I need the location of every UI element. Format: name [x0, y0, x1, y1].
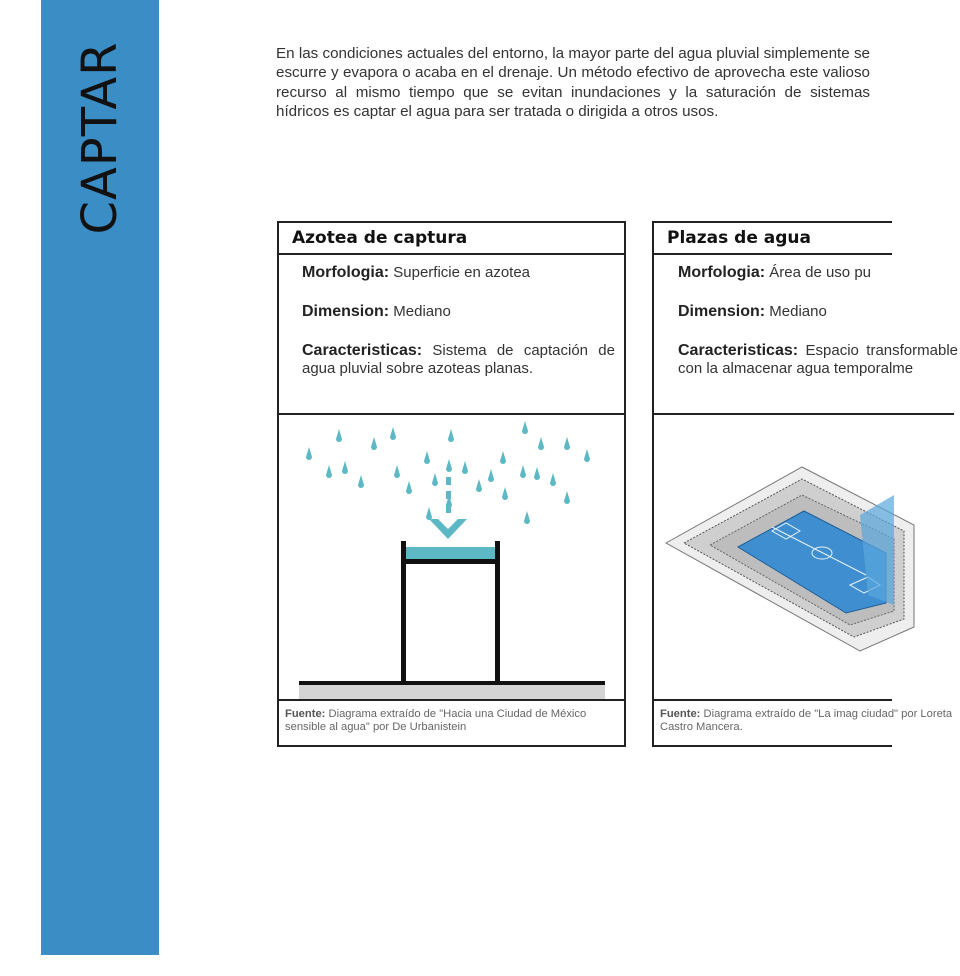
raindrop	[522, 421, 528, 434]
dimension-row	[678, 303, 945, 321]
raindrop	[394, 465, 400, 478]
raindrop	[306, 447, 312, 460]
rooftop-capture-diagram	[279, 415, 624, 701]
morfologia-label: Morfologia:	[302, 264, 390, 281]
raindrop	[446, 459, 452, 472]
raindrop	[432, 473, 438, 486]
raindrop	[326, 465, 332, 478]
raindrop	[584, 449, 590, 462]
stream-dash	[446, 477, 451, 485]
card-info	[279, 255, 624, 415]
left-wall	[401, 541, 406, 683]
raindrop	[524, 511, 530, 524]
source-text: Diagrama extraído de "La imag ciudad" por Loreta Castro Mancera.	[660, 708, 953, 733]
raindrop	[534, 467, 540, 480]
water-plaza-svg	[654, 415, 894, 699]
right-wall	[495, 541, 500, 683]
raindrop	[424, 451, 430, 464]
raindrop	[426, 507, 432, 520]
dimension-label: Dimension:	[302, 303, 390, 320]
raindrop	[406, 481, 412, 494]
down-arrow-icon	[429, 519, 467, 539]
morfologia-row	[678, 264, 945, 282]
card-plazas-de-agua	[652, 221, 958, 747]
section-title: CAPTAR	[72, 41, 128, 235]
water-plaza-diagram	[654, 415, 892, 701]
ground-line	[299, 681, 605, 685]
dimension-value: Mediano	[393, 303, 451, 320]
raindrop	[500, 451, 506, 464]
card-source	[654, 701, 960, 734]
raindrop	[462, 461, 468, 474]
source-label: Fuente:	[660, 708, 701, 720]
morfologia-value: Superficie en azotea	[393, 264, 531, 281]
caracteristicas-label: Caracteristicas:	[678, 342, 799, 359]
caracteristicas-value: Sistema de captación de agua pluvial sobre azoteas planas.	[302, 342, 615, 377]
roof-slab	[403, 559, 498, 564]
raindrop	[538, 437, 544, 450]
raindrop	[502, 487, 508, 500]
raindrop	[488, 469, 494, 482]
ground-band	[299, 685, 605, 699]
card-title: Plazas de agua	[654, 223, 892, 255]
morfologia-row	[302, 264, 615, 282]
card-azotea-de-captura	[277, 221, 626, 747]
card-source	[279, 701, 624, 734]
caracteristicas-row	[302, 342, 615, 378]
raindrop	[342, 461, 348, 474]
morfologia-value: Área de uso pu	[769, 264, 872, 281]
raindrop	[550, 473, 556, 486]
source-text: Diagrama extraído de "Hacia una Ciudad de México sensible al agua" por De Urbanistein	[285, 708, 587, 733]
dimension-row	[302, 303, 615, 321]
card-title: Azotea de captura	[279, 223, 624, 255]
caracteristicas-label: Caracteristicas:	[302, 342, 423, 359]
raindrop	[564, 437, 570, 450]
source-label: Fuente:	[285, 708, 326, 720]
card-info	[654, 255, 958, 415]
stream-dash	[446, 505, 451, 513]
dimension-label: Dimension:	[678, 303, 766, 320]
stream-dash	[446, 491, 451, 499]
water-tank	[403, 547, 498, 559]
rooftop-diagram-svg	[279, 415, 624, 699]
raindrop	[564, 491, 570, 504]
falling-stream	[446, 477, 451, 513]
raindrop	[358, 475, 364, 488]
raindrop	[371, 437, 377, 450]
raindrop	[520, 465, 526, 478]
dimension-value: Mediano	[769, 303, 827, 320]
intro-paragraph: En las condiciones actuales del entorno, la mayor parte del agua pluvial simplemente se escurre y evapora o acaba en el drenaje. Un método efectivo de aprovecha este valioso recurso al mismo tiempo que se evitan inundaciones y la saturación de sistemas hídricos es captar el agua para ser tratada o dirigida a otros usos.	[276, 45, 870, 121]
raindrop	[336, 429, 342, 442]
raindrop	[390, 427, 396, 440]
caracteristicas-row	[678, 342, 958, 378]
caracteristicas-value: Espacio transformable con la almacenar agua temporalme	[678, 342, 958, 377]
raindrop	[448, 429, 454, 442]
raindrop	[476, 479, 482, 492]
morfologia-label: Morfologia:	[678, 264, 766, 281]
